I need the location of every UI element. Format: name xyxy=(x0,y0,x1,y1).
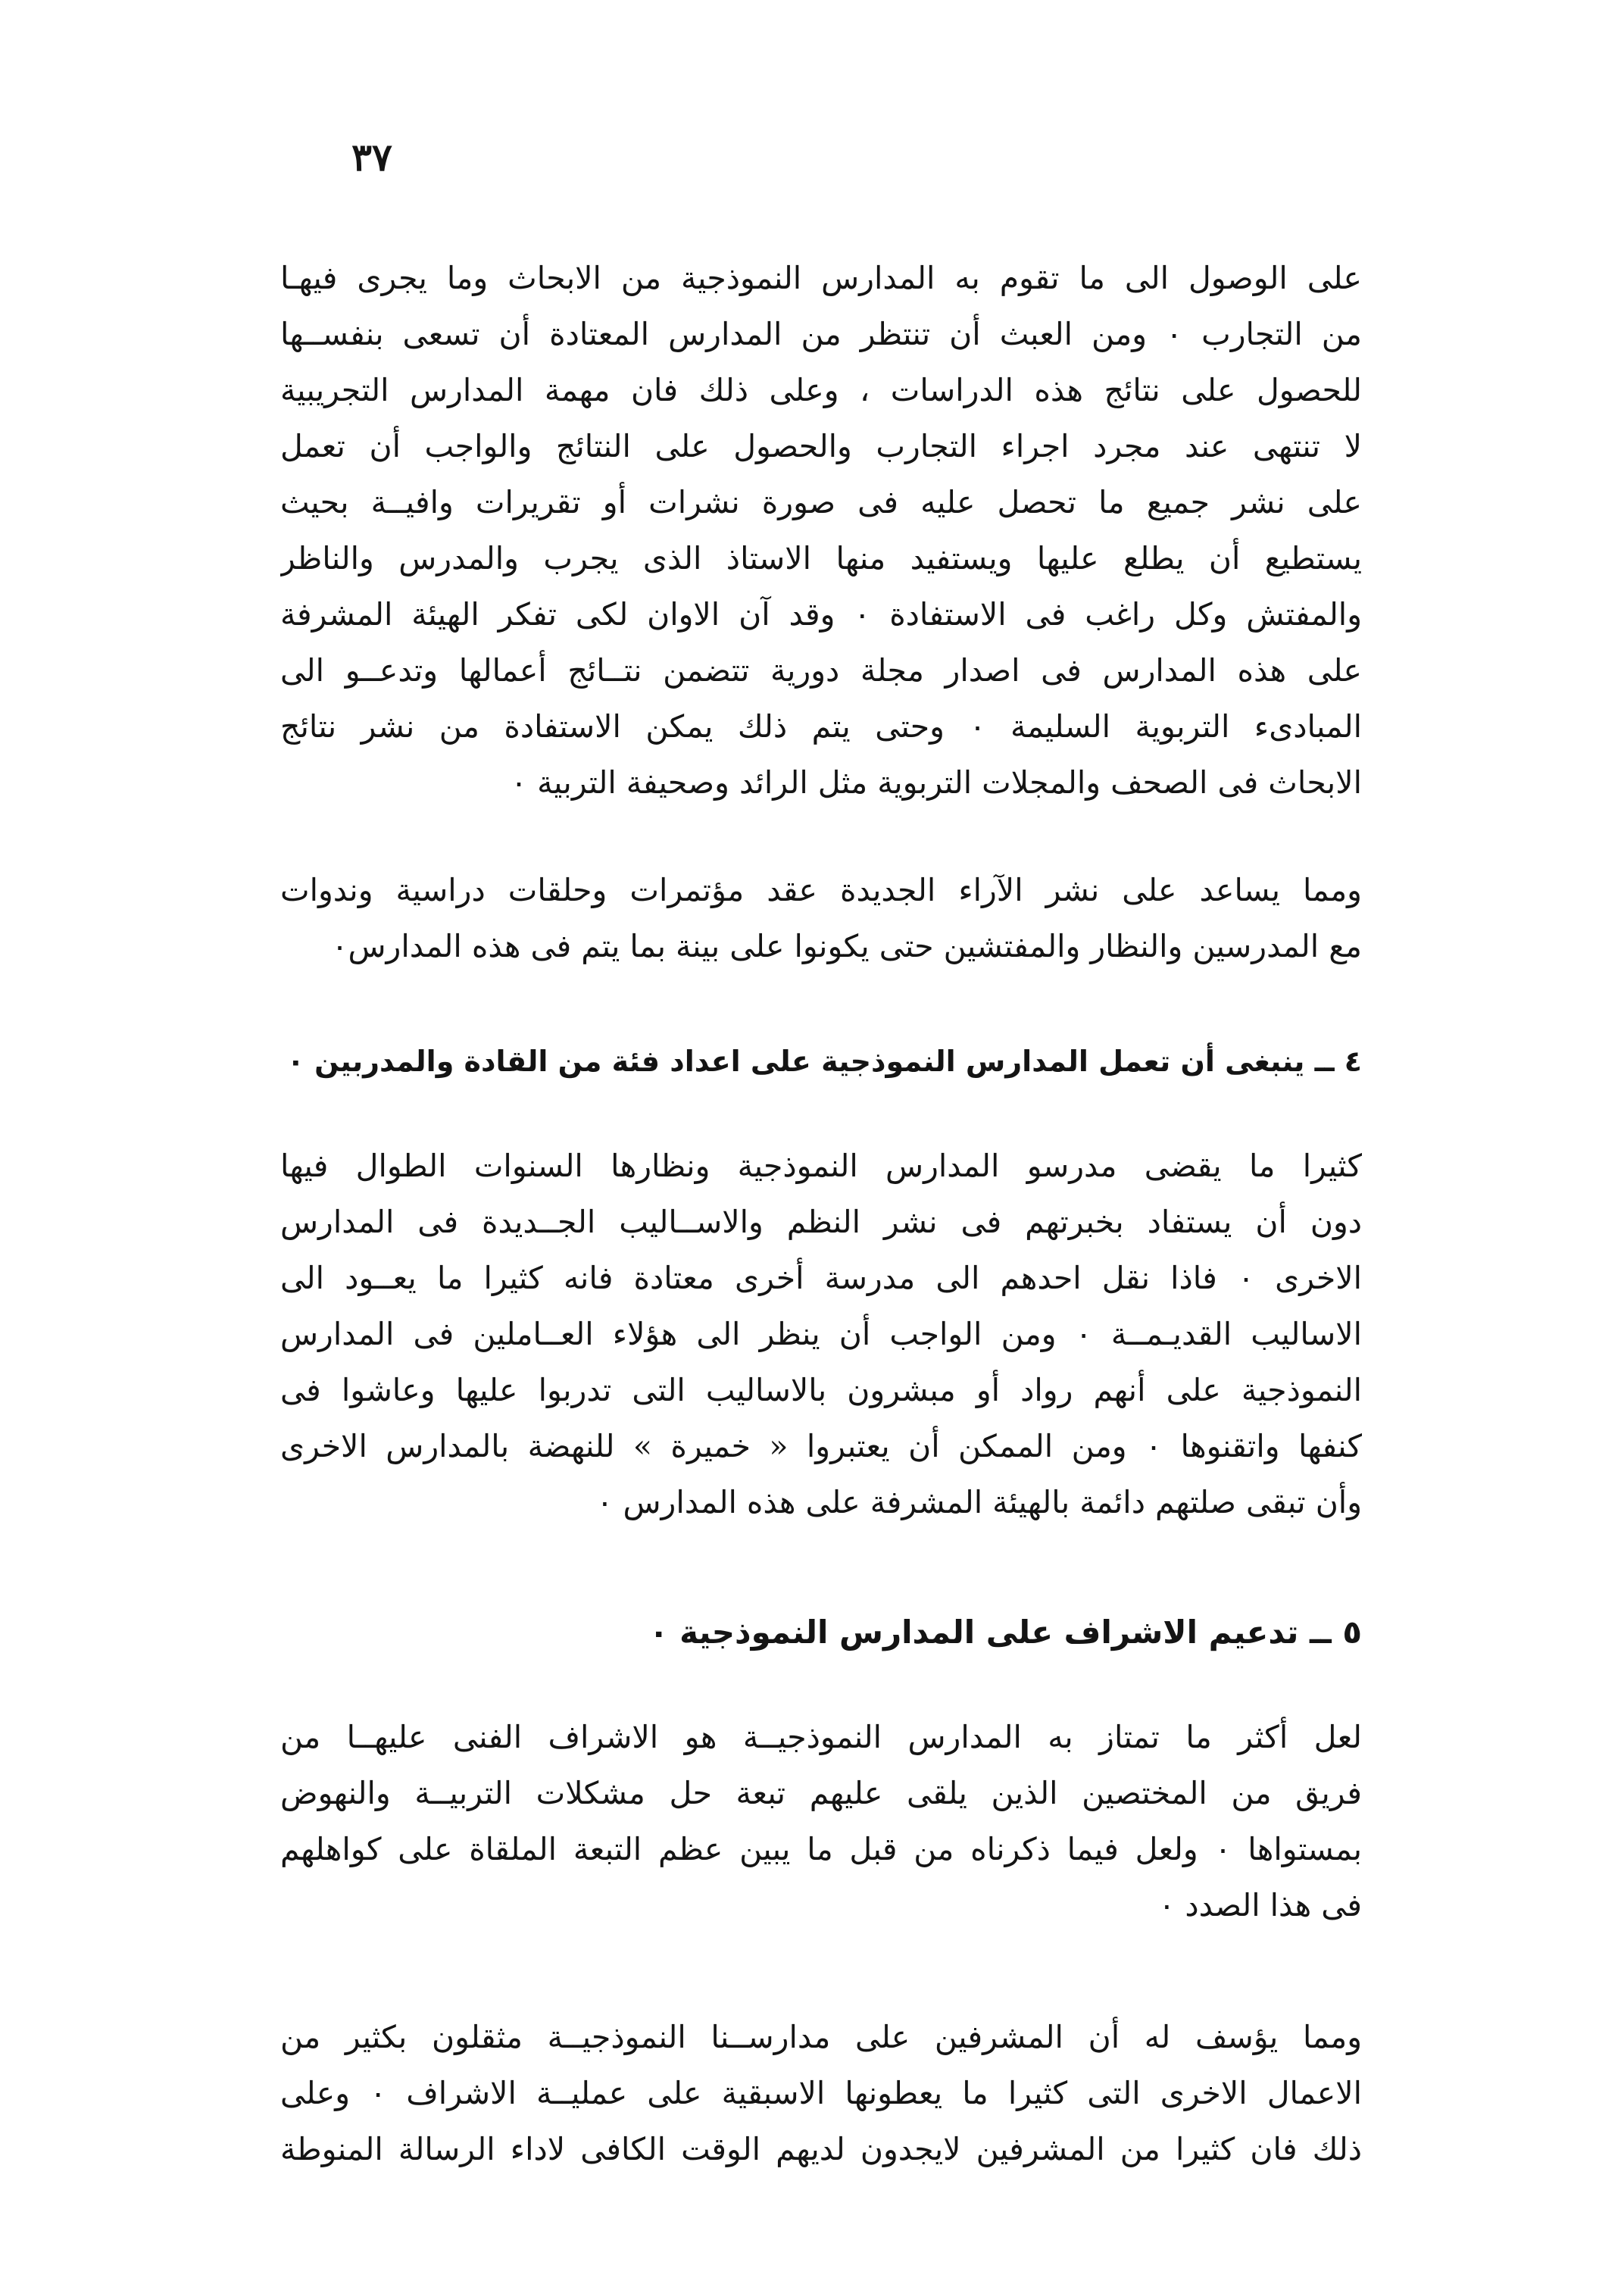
text-line: النموذجية على أنهم رواد أو مبشرون بالاساليب التى تدربوا عليها وعاشوا فى xyxy=(280,1372,1362,1408)
text-line: ومما يساعد على نشر الآراء الجديدة عقد مؤتمرات وحلقات دراسية وندوات xyxy=(280,872,1362,908)
paragraph-supervision xyxy=(280,1709,1362,1933)
text-line: بمستواها ٠ ولعل فيما ذكرناه من قبل ما يبين عظم التبعة الملقاة على كواهلهم xyxy=(280,1831,1362,1867)
text-line: للحصول على نتائج هذه الدراسات ، وعلى ذلك فان مهمة المدارس التجريبية xyxy=(280,372,1362,408)
text-line: من التجارب ٠ ومن العبث أن تنتظر من المدارس المعتادة أن تسعى بنفســها xyxy=(280,316,1362,352)
text-line: مع المدرسين والنظار والمفتشين حتى يكونوا على بينة بما يتم فى هذه المدارس٠ xyxy=(331,928,1362,964)
text-line: وأن تبقى صلتهم دائمة بالهيئة المشرفة على هذه المدارس ٠ xyxy=(596,1484,1362,1520)
text-line: فريق من المختصين الذين يلقى عليهم تبعة حل مشكلات التربيــة والنهوض xyxy=(280,1775,1362,1811)
text-line: يستطيع أن يطلع عليها ويستفيد منها الاستاذ الذى يجرب والمدرس والناظر xyxy=(280,540,1362,576)
text-line: كنفها واتقنوها ٠ ومن الممكن أن يعتبروا « خميرة » للنهضة بالمدارس الاخرى xyxy=(280,1428,1362,1464)
page-number: ٣٧ xyxy=(351,135,392,180)
text-line: دون أن يستفاد بخبرتهم فى نشر النظم والاســاليب الجــديدة فى المدارس xyxy=(280,1204,1362,1240)
text-line: الاساليب القديـمــة ٠ ومن الواجب أن ينظر الى هؤلاء العــاملين فى المدارس xyxy=(280,1316,1362,1352)
text-line: على هذه المدارس فى اصدار مجلة دورية تتضمن نتــائج أعمالها وتدعــو الى xyxy=(280,652,1362,689)
text-line: المبادىء التربوية السليمة ٠ وحتى يتم ذلك يمكن الاستفادة من نشر نتائج xyxy=(280,708,1362,745)
section-heading-4: ٤ ــ ينبغى أن تعمل المدارس النموذجية على اعداد فئة من القادة والمدربين ٠ xyxy=(286,1045,1362,1078)
text-line: كثيرا ما يقضى مدرسو المدارس النموذجية ونظارها السنوات الطوال فيها xyxy=(280,1148,1362,1184)
text-line: الاعمال الاخرى التى كثيرا ما يعطونها الاسبقية على عمليــة الاشراف ٠ وعلى xyxy=(280,2075,1362,2111)
text-line: على الوصول الى ما تقوم به المدارس النموذجية من الابحاث وما يجرى فيهـا xyxy=(280,260,1362,296)
text-line: لا تنتهى عند مجرد اجراء التجارب والحصول على النتائج والواجب أن تعمل xyxy=(280,428,1362,464)
text-line: فى هذا الصدد ٠ xyxy=(1158,1887,1362,1923)
text-line: لعل أكثر ما تمتاز به المدارس النموذجيــة هو الاشراف الفنى عليهــا من xyxy=(280,1719,1362,1755)
text-line: على نشر جميع ما تحصل عليه فى صورة نشرات أو تقريرات وافيــة بحيث xyxy=(280,484,1362,520)
text-line: الابحاث فى الصحف والمجلات التربوية مثل الرائد وصحيفة التربية ٠ xyxy=(511,764,1362,801)
text-line: والمفتش وكل راغب فى الاستفادة ٠ وقد آن الاوان لكى تفكر الهيئة المشرفة xyxy=(280,596,1362,633)
text-line: ذلك فان كثيرا من المشرفين لايجدون لديهم الوقت الكافى لاداء الرسالة المنوطة xyxy=(280,2131,1362,2167)
text-line: ومما يؤسف له أن المشرفين على مدارســنا النموذجيــة مثقلون بكثير من xyxy=(280,2019,1362,2055)
section-heading-5: ٥ ــ تدعيم الاشراف على المدارس النموذجية ٠ xyxy=(648,1614,1362,1651)
paragraph-teachers-leaders xyxy=(280,1138,1362,1530)
paragraph-supervisors-burden xyxy=(280,2009,1362,2177)
paragraph-research-dissemination xyxy=(280,250,1362,811)
paragraph-conferences xyxy=(280,862,1362,974)
text-line: الاخرى ٠ فاذا نقل احدهم الى مدرسة أخرى معتادة فانه كثيرا ما يعــود الى xyxy=(280,1260,1362,1296)
